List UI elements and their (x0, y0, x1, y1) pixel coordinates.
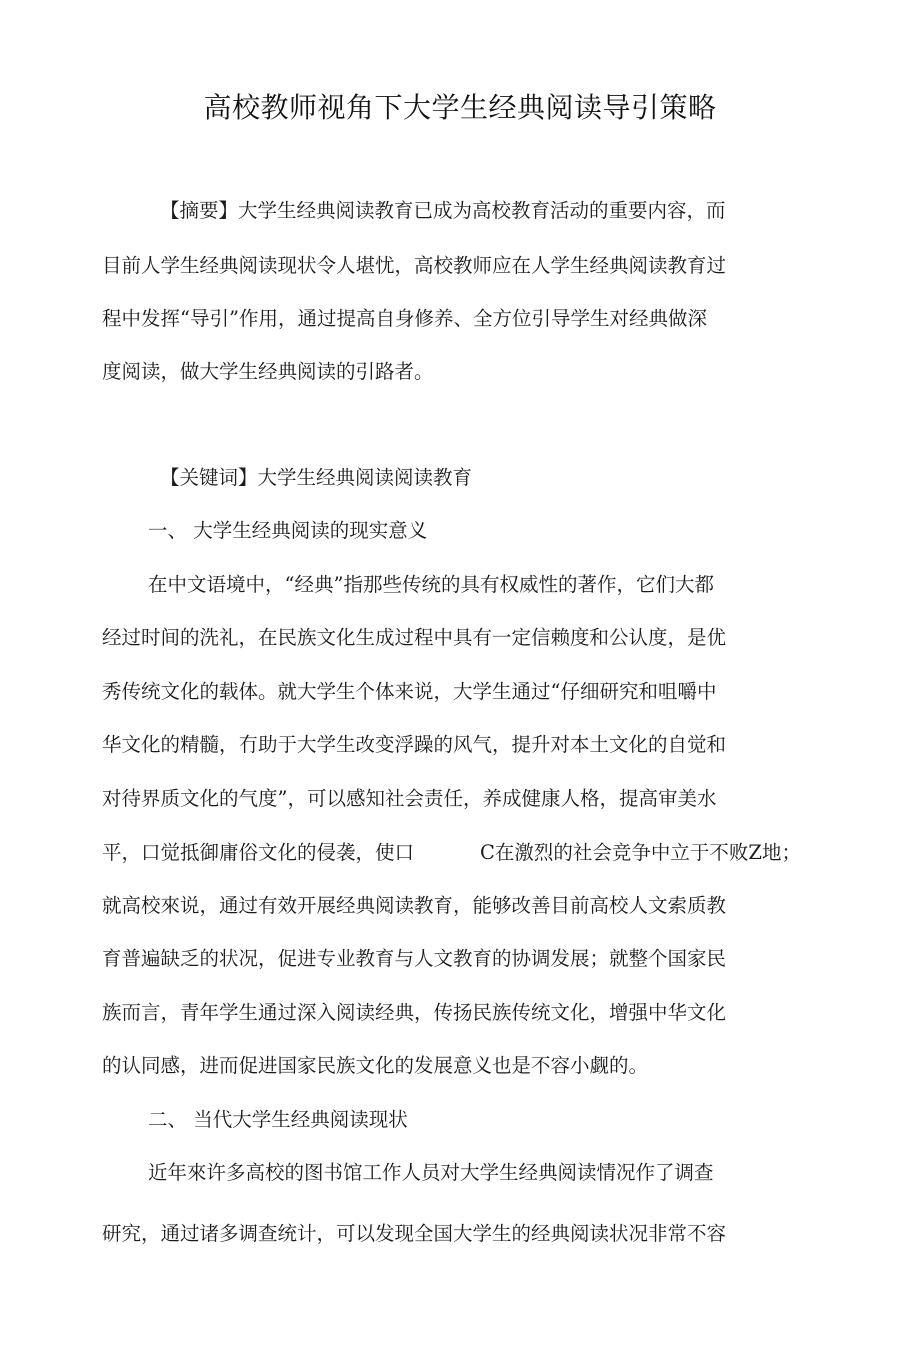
section-heading: 一、 大学生经典阅读的现实意义 (148, 519, 428, 542)
abstract-line: 程中发挥“导引”作用，通过提高自身修养、全方位引导学生对经典做深 (102, 307, 707, 330)
abstract-line: 度阅读，做大学生经典阅读的引路者。 (102, 360, 434, 383)
paragraph-line: 华文化的精髓，冇助于大学生改变浮躁的风气，提升对本土文化的自觉和 (102, 733, 727, 756)
paragraph-line: 育普遍缺乏的状况，促进专业教育与人文教育的协调发展；就整个国家民 (102, 947, 727, 970)
paragraph-line: 就高校來说，通过有效开展经典阅读教育，能够改善目前高校人文索质教 (102, 894, 727, 917)
section-heading: 二、 当代大学生经典阅读现状 (148, 1108, 408, 1131)
paragraph-line-part: C在激烈的社会竞争中立于不败Z地； (480, 841, 801, 864)
paragraph-line (102, 838, 801, 868)
paragraph-line: 族而言，青年学生通过深入阅读经典，传扬民族传统文化，增强中华文化 (102, 1001, 727, 1024)
paragraph-line: 在中文语境中，“经典”指那些传统的具有权威性的著作，它们大都 (148, 573, 714, 596)
keywords-line: 【关键词】大学生经典阅读阅读教育 (160, 466, 473, 489)
paragraph-line: 经过时间的洗礼，在民族文化生成过程中具有一定信赖度和公认度，是优 (102, 626, 727, 649)
paragraph-line: 秀传统文化的载体。就大学生个体来说，大学生通过“仔细研究和咀嚼中 (102, 680, 717, 703)
abstract-line: 目前人学生经典阅读现状令人堪忧，高校教师应在人学生经典阅读教育过 (102, 254, 727, 277)
paragraph-line: 近年來许多高校的图书馆工作人员对大学生经典阅读情况作了调查 (148, 1161, 714, 1184)
paragraph-line: 的认同感，进而促进国家民族文化的发展意义也是不容小觑的。 (102, 1054, 649, 1077)
document-title: 高校教师视角下大学生经典阅读导引策略 (203, 91, 717, 124)
paragraph-line: 对待界质文化的气度”，可以感知社会责任，养成健康人格，提高审美水 (102, 787, 717, 810)
paragraph-line: 研究，通过诸多调查统计，可以发现全国大学生的经典阅读状况非常不容 (102, 1222, 727, 1245)
abstract-line: 【摘要】大学生经典阅读教育已成为高校教育活动的重要内容，而 (160, 199, 726, 222)
paragraph-line-part: 平，口觉抵御庸俗文化的侵袭，使口 (102, 841, 415, 864)
